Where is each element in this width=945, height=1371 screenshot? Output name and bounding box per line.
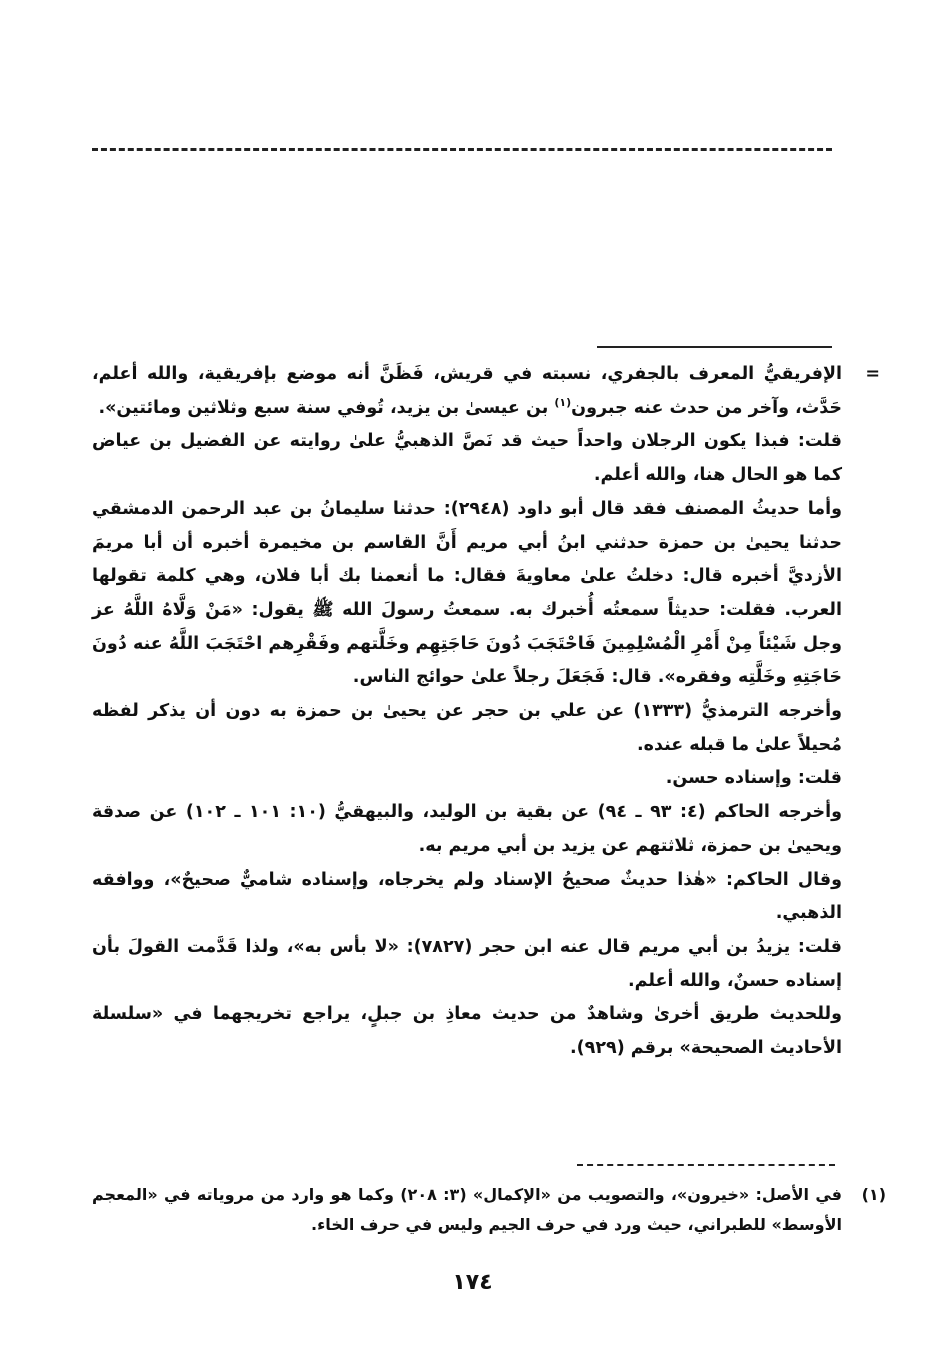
paragraph-1-text-a: الإفريقيُّ المعرف بالجفري، نسبته في قريش، فَظَنَّ أنه موضع بإفريقية، والله أعلم، حَدَّث، وآخر من حدث عنه جبرون xyxy=(92,364,842,418)
footnote-number: (١) xyxy=(861,1185,886,1204)
footnote-separator xyxy=(577,1164,835,1166)
footnote xyxy=(92,1180,886,1240)
continuation-mark: = xyxy=(865,364,880,384)
paragraph-1 xyxy=(92,358,842,425)
paragraph-8: قلت: يزيدُ بن أبي مريم قال عنه ابن حجر (٧٨٢٧): «لا بأس به»، ولذا قَدَّمت القولَ بأن إسناده حسنٌ، والله أعلم. xyxy=(92,936,842,991)
main-text-block xyxy=(92,358,880,1066)
paragraph-5: قلت: وإسناده حسن. xyxy=(665,768,842,789)
footnote-text: في الأصل: «خيرون»، والتصويب من «الإكمال» (٣: ٢٠٨) وكما هو وارد من مروياته في «المعجم الأوسط» للطبراني، حيث ورد في حرف الجيم وليس في حرف الخاء. xyxy=(92,1185,843,1234)
page-number: ١٧٤ xyxy=(452,1270,493,1295)
paragraph-3: وأما حديثُ المصنف فقد قال أبو داود (٢٩٤٨): حدثنا سليمانُ بن عبد الرحمن الدمشقي حدثنا يحيىٰ بن حمزة حدثني ابنُ أبي مريم أَنَّ القاسم بن مخيمرة أخبره أن أبا مريمَ الأزديَّ أخبره قال: دخلتُ علىٰ معاويةَ فقال: ما أنعمنا بك أبا فلان، وهي كلمة تقولها العرب. فقلت: حديثاً سمعتُه أُخبرك به. سمعتُ رسولَ الله ﷺ يقول: «مَنْ وَلَّاهُ اللَّهُ عز وجل شَيْئاً مِنْ أَمْرِ الْمُسْلِمِينَ فَاحْتَجَبَ دُونَ حَاجَتِهِم وخَلَّتهم وفَقْرِهم احْتَجَبَ اللَّهُ عنه دُونَ حَاجَتِهِ وخَلَّتِه وفقره». قال: فَجَعَلَ رجلاً علىٰ حوائج الناس. xyxy=(92,498,842,688)
top-dashed-separator xyxy=(92,148,832,151)
paragraph-6: وأخرجه الحاكم (٤: ٩٣ ـ ٩٤) عن بقية بن الوليد، والبيهقيُّ (١٠: ١٠١ ـ ١٠٢) عن صدقة ويحيىٰ بن حمزة، ثلاثتهم عن يزيد بن أبي مريم به. xyxy=(92,802,842,856)
continued-footnote-separator xyxy=(597,346,832,348)
paragraph-7: وقال الحاكم: «هٰذا حديثٌ صحيحُ الإسناد ولم يخرجاه، وإسناده شاميٌّ صحيحٌ»، ووافقه الذهبي. xyxy=(92,869,842,924)
paragraph-4: وأخرجه الترمذيُّ (١٣٣٣) عن علي بن حجر عن يحيىٰ بن حمزة به دون أن يذكر لفظه مُحيلاً علىٰ ما قبله عنده. xyxy=(92,701,842,755)
footnote-reference: (١) xyxy=(554,395,572,409)
paragraph-1-text-b: بن عيسىٰ بن يزيد، تُوفي سنة سبع وثلاثين ومائتين». xyxy=(98,397,555,418)
paragraph-2: قلت: فبذا يكون الرجلان واحداً حيث قد نَصَّ الذهبيُّ علىٰ روايته عن الفضيل بن عياض كما هو الحال هنا، والله أعلم. xyxy=(92,431,842,486)
paragraph-9: وللحديث طريق أخرىٰ وشاهدٌ من حديث معاذِ بن جبلٍ، يراجع تخريجهما في «سلسلة الأحاديث الصحيحة» برقم (٩٢٩). xyxy=(92,1004,842,1059)
